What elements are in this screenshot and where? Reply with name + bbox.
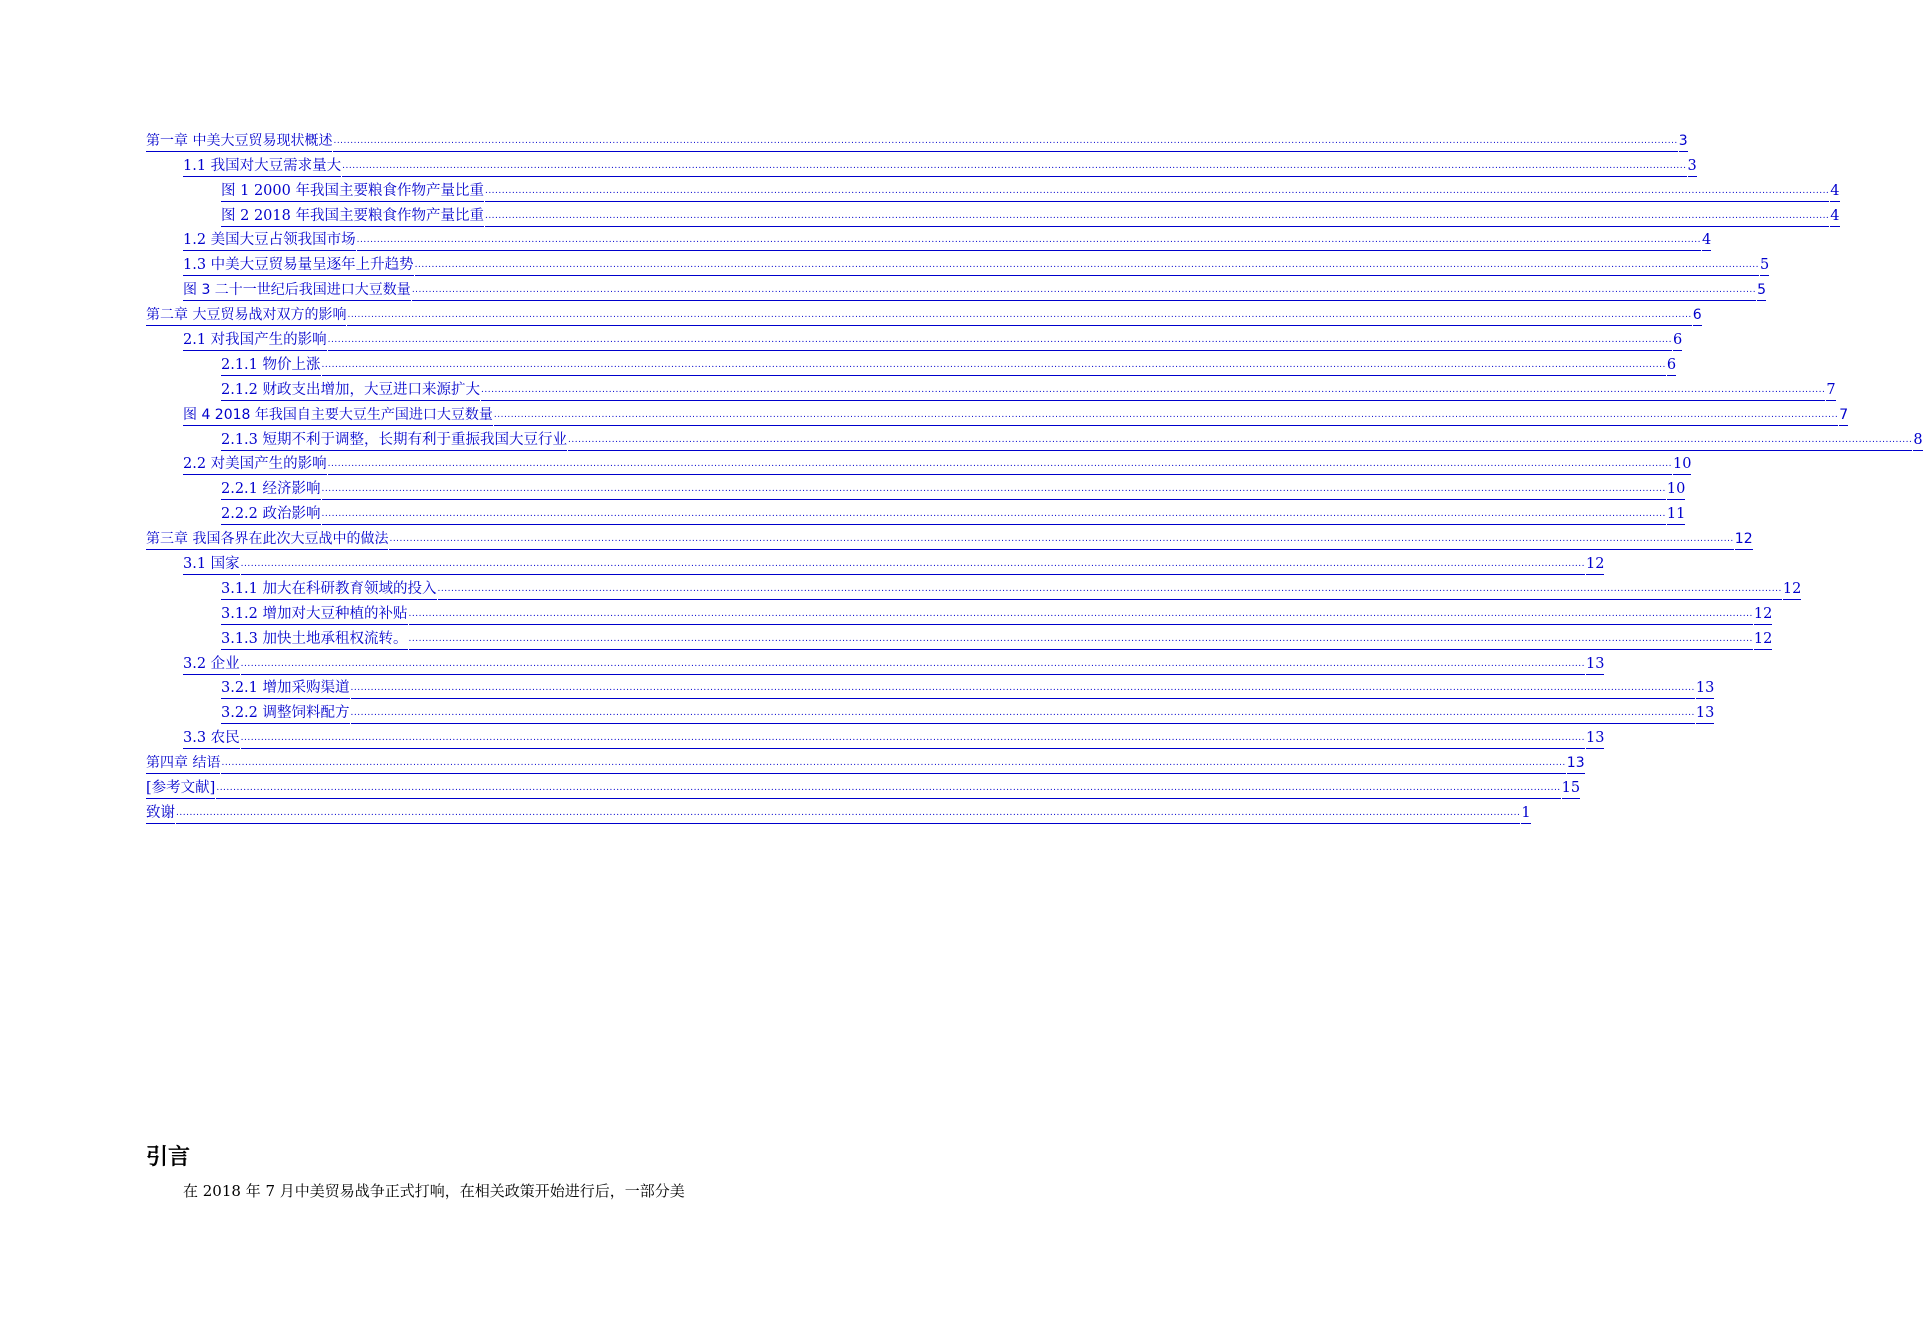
toc-entry[interactable] (146, 177, 1840, 202)
toc-entry-label: 2.2 对美国产生的影响 (183, 455, 327, 475)
toc-entry-page-number: 15 (1562, 779, 1580, 799)
toc-entry-label: 3.2.2 调整饲料配方 (221, 704, 350, 724)
toc-entry-label: 图 2 2018 年我国主要粮食作物产量比重 (221, 207, 484, 227)
toc-leader-dots: ................................................................................................................................................................................................................................................................................................................................................................................................................ (328, 331, 1672, 351)
toc-leader-dots: ................................................................................................................................................................................................................................................................................................................................................................................................................ (409, 605, 1753, 625)
toc-entry-label: 2.2.2 政治影响 (221, 505, 321, 525)
toc-entry[interactable] (146, 500, 1686, 525)
toc-leader-dots: ................................................................................................................................................................................................................................................................................................................................................................................................................ (322, 356, 1666, 376)
toc-entry-page-number: 13 (1586, 729, 1604, 749)
toc-leader-dots: ................................................................................................................................................................................................................................................................................................................................................................................................................ (241, 729, 1585, 749)
toc-leader-dots: ................................................................................................................................................................................................................................................................................................................................................................................................................ (333, 132, 1677, 152)
intro-paragraph: 在 2018 年 7 月中美贸易战争正式打响，在相关政策开始进行后，一部分美 (183, 1182, 685, 1200)
toc-leader-dots: ................................................................................................................................................................................................................................................................................................................................................................................................................ (216, 779, 1560, 799)
toc-leader-dots: ................................................................................................................................................................................................................................................................................................................................................................................................................ (568, 431, 1912, 451)
toc-entry-page-number: 3 (1688, 157, 1697, 177)
toc-entry-label: 3.2 企业 (183, 655, 240, 675)
toc-entry[interactable] (146, 600, 1773, 625)
toc-entry-label: 3.1.2 增加对大豆种植的补贴 (221, 605, 408, 625)
toc-entry-label: 2.1 对我国产生的影响 (183, 331, 327, 351)
toc-entry[interactable] (146, 451, 1692, 476)
toc-leader-dots: ................................................................................................................................................................................................................................................................................................................................................................................................................ (415, 256, 1759, 276)
toc-entry-page-number: 10 (1667, 480, 1685, 500)
toc-entry[interactable] (146, 525, 1753, 550)
toc-entry[interactable] (146, 774, 1581, 799)
toc-entry-label: 1.2 美国大豆占领我国市场 (183, 231, 356, 251)
toc-entry-page-number: 12 (1586, 555, 1604, 575)
toc-entry-page-number: 4 (1702, 231, 1711, 251)
toc-entry[interactable] (146, 799, 1531, 824)
toc-leader-dots: ................................................................................................................................................................................................................................................................................................................................................................................................................ (322, 480, 1666, 500)
toc-leader-dots: ................................................................................................................................................................................................................................................................................................................................................................................................................ (494, 406, 1838, 426)
toc-entry[interactable] (146, 475, 1686, 500)
toc-entry[interactable] (146, 351, 1677, 376)
toc-entry[interactable] (146, 251, 1770, 276)
toc-entry-page-number: 5 (1760, 256, 1769, 276)
toc-entry-page-number: 6 (1667, 356, 1676, 376)
toc-entry-page-number: 10 (1673, 455, 1691, 475)
toc-entry-label: 3.2.1 增加采购渠道 (221, 679, 350, 699)
toc-leader-dots: ................................................................................................................................................................................................................................................................................................................................................................................................................ (342, 157, 1686, 177)
toc-leader-dots: ................................................................................................................................................................................................................................................................................................................................................................................................................ (389, 530, 1733, 550)
toc-entry-page-number: 5 (1757, 281, 1766, 301)
toc-entry-label: 图 3 二十一世纪后我国进口大豆数量 (183, 281, 411, 301)
toc-leader-dots: ................................................................................................................................................................................................................................................................................................................................................................................................................ (412, 281, 1756, 301)
toc-entry-page-number: 12 (1754, 630, 1772, 650)
toc-leader-dots: ................................................................................................................................................................................................................................................................................................................................................................................................................ (241, 555, 1585, 575)
toc-entry-label: 第二章 大豆贸易战对双方的影响 (146, 306, 346, 326)
toc-entry-page-number: 11 (1667, 505, 1685, 525)
toc-entry[interactable] (146, 152, 1697, 177)
toc-leader-dots: ................................................................................................................................................................................................................................................................................................................................................................................................................ (351, 704, 1695, 724)
toc-entry[interactable] (146, 326, 1683, 351)
toc-entry-label: 图 4 2018 年我国自主要大豆生产国进口大豆数量 (183, 406, 493, 426)
toc-entry-label: 2.1.1 物价上涨 (221, 356, 321, 376)
toc-entry[interactable] (146, 550, 1605, 575)
toc-entry-page-number: 6 (1693, 306, 1702, 326)
toc-leader-dots: ................................................................................................................................................................................................................................................................................................................................................................................................................ (241, 655, 1585, 675)
toc-entry[interactable] (146, 724, 1605, 749)
toc-entry-page-number: 13 (1696, 704, 1714, 724)
toc-entry[interactable] (146, 276, 1767, 301)
toc-entry-page-number: 1 (1521, 804, 1530, 824)
toc-entry-label: 2.2.1 经济影响 (221, 480, 321, 500)
toc-entry[interactable] (146, 127, 1688, 152)
toc-entry-label: 第四章 结语 (146, 754, 220, 774)
toc-entry-page-number: 13 (1696, 679, 1714, 699)
toc-entry-label: 1.3 中美大豆贸易量呈逐年上升趋势 (183, 256, 414, 276)
toc-leader-dots: ................................................................................................................................................................................................................................................................................................................................................................................................................ (485, 182, 1829, 202)
toc-entry[interactable] (146, 426, 1923, 451)
toc-leader-dots: ................................................................................................................................................................................................................................................................................................................................................................................................................ (176, 804, 1520, 824)
toc-entry[interactable] (146, 401, 1849, 426)
toc-leader-dots: ................................................................................................................................................................................................................................................................................................................................................................................................................ (328, 455, 1672, 475)
toc-entry-page-number: 6 (1673, 331, 1682, 351)
toc-entry[interactable] (146, 699, 1715, 724)
toc-entry-page-number: 13 (1586, 655, 1604, 675)
toc-entry-label: 3.3 农民 (183, 729, 240, 749)
toc-leader-dots: ................................................................................................................................................................................................................................................................................................................................................................................................................ (347, 306, 1691, 326)
toc-leader-dots: ................................................................................................................................................................................................................................................................................................................................................................................................................ (357, 231, 1701, 251)
toc-entry-label: 3.1.1 加大在科研教育领域的投入 (221, 580, 437, 600)
toc-entry-label: 第三章 我国各界在此次大豆战中的做法 (146, 530, 388, 550)
toc-entry-label: 致谢 (146, 804, 175, 824)
toc-entry-label: 图 1 2000 年我国主要粮食作物产量比重 (221, 182, 484, 202)
toc-entry[interactable] (146, 301, 1702, 326)
toc-entry[interactable] (146, 625, 1773, 650)
toc-entry-label: 2.1.2 财政支出增加，大豆进口来源扩大 (221, 381, 480, 401)
toc-entry-page-number: 3 (1679, 132, 1688, 152)
toc-entry-page-number: 12 (1754, 605, 1772, 625)
toc-entry-label: [参考文献] (146, 779, 215, 799)
toc-entry-label: 1.1 我国对大豆需求量大 (183, 157, 341, 177)
toc-entry-page-number: 12 (1735, 530, 1753, 550)
toc-entry[interactable] (146, 575, 1802, 600)
toc-entry[interactable] (146, 675, 1715, 700)
toc-entry[interactable] (146, 202, 1840, 227)
toc-entry-page-number: 4 (1830, 182, 1839, 202)
section-heading-introduction: 引言 (146, 1145, 191, 1170)
toc-entry-label: 3.1.3 加快土地承租权流转。 (221, 630, 408, 650)
toc-entry-page-number: 7 (1826, 381, 1835, 401)
toc-leader-dots: ................................................................................................................................................................................................................................................................................................................................................................................................................ (485, 207, 1829, 227)
toc-entry-page-number: 13 (1567, 754, 1585, 774)
toc-leader-dots: ................................................................................................................................................................................................................................................................................................................................................................................................................ (438, 580, 1782, 600)
toc-entry[interactable] (146, 227, 1712, 252)
toc-leader-dots: ................................................................................................................................................................................................................................................................................................................................................................................................................ (481, 381, 1825, 401)
toc-leader-dots: ................................................................................................................................................................................................................................................................................................................................................................................................................ (351, 679, 1695, 699)
toc-entry-page-number: 4 (1830, 207, 1839, 227)
toc-entry[interactable] (146, 650, 1605, 675)
toc-entry-label: 3.1 国家 (183, 555, 240, 575)
toc-entry[interactable] (146, 376, 1836, 401)
toc-entry-page-number: 7 (1839, 406, 1848, 426)
toc-entry-label: 第一章 中美大豆贸易现状概述 (146, 132, 332, 152)
toc-leader-dots: ................................................................................................................................................................................................................................................................................................................................................................................................................ (322, 505, 1666, 525)
toc-entry[interactable] (146, 749, 1585, 774)
toc-entry-page-number: 8 (1913, 431, 1922, 451)
table-of-contents (146, 127, 1923, 824)
toc-entry-page-number: 12 (1783, 580, 1801, 600)
toc-entry-label: 2.1.3 短期不利于调整，长期有利于重振我国大豆行业 (221, 431, 567, 451)
toc-leader-dots: ................................................................................................................................................................................................................................................................................................................................................................................................................ (409, 630, 1753, 650)
toc-leader-dots: ................................................................................................................................................................................................................................................................................................................................................................................................................ (221, 754, 1565, 774)
